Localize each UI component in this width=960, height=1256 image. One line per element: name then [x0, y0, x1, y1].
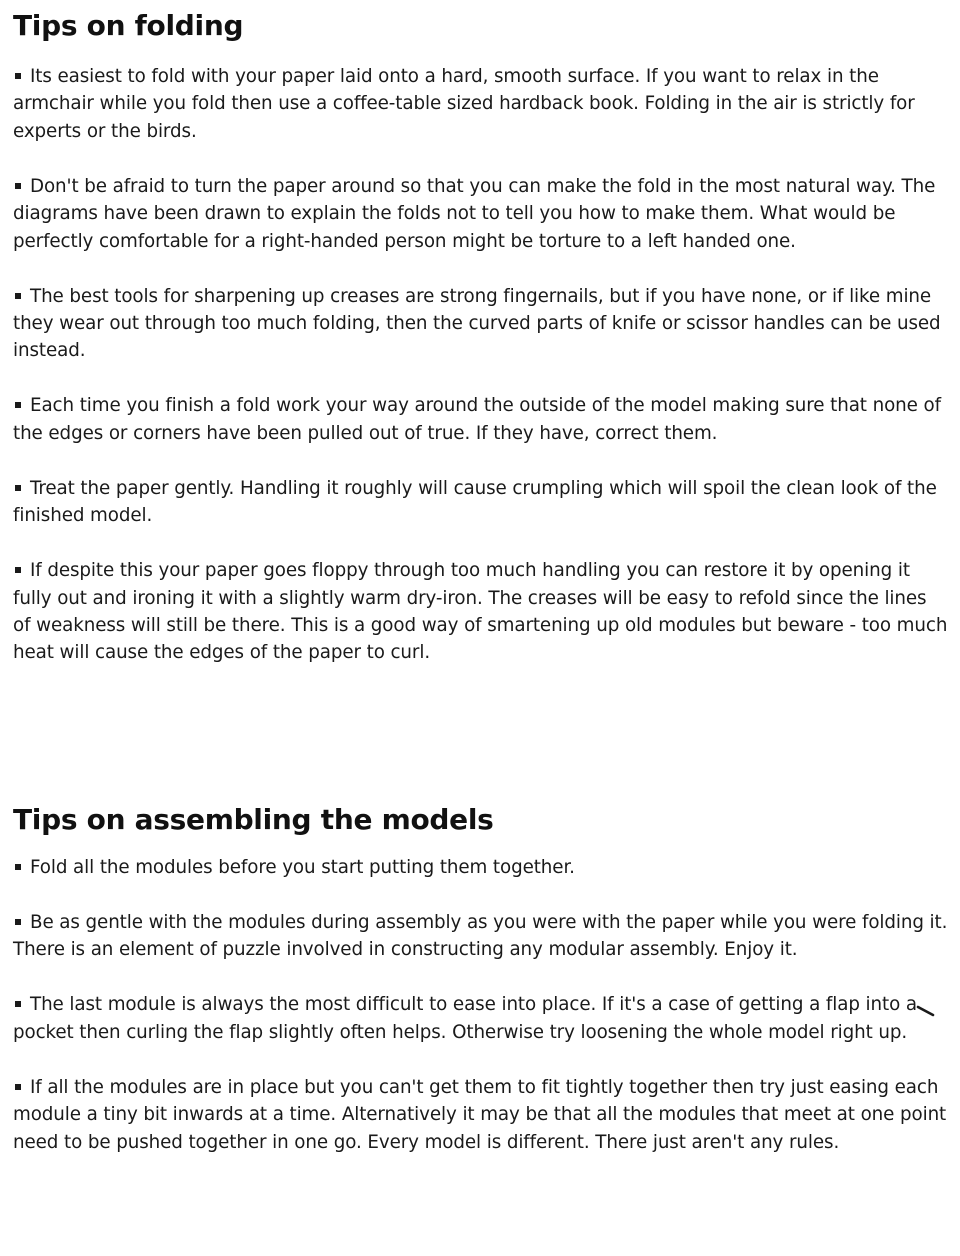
square-bullet-icon: [15, 1001, 21, 1007]
pen-stroke-icon: [916, 1004, 936, 1018]
list-item: [13, 909, 948, 964]
folding-tips-list: [13, 63, 948, 667]
square-bullet-icon: [15, 567, 21, 573]
square-bullet-icon: [15, 293, 21, 299]
tip-text: Treat the paper gently. Handling it roughly will cause crumpling which will spoil the clean look of the finished model.: [13, 477, 937, 527]
square-bullet-icon: [15, 919, 21, 925]
tip-text: Each time you finish a fold work your way around the outside of the model making sure that none of the edges or corners have been pulled out of true. If they have, correct them.: [13, 395, 941, 444]
tip-text: Be as gentle with the modules during assembly as you were with the paper while you were folding it. There is an element of puzzle involved in constructing any modular assembly. Enjoy it.: [13, 912, 948, 961]
list-item: [13, 283, 948, 365]
tip-text: Don't be afraid to turn the paper around so that you can make the fold in the most natural way. The diagrams have been drawn to explain the folds not to tell you how to make them. What would be perfectly comfortable for a right-handed person might be torture to a left handed one.: [13, 175, 936, 252]
list-item: [13, 475, 948, 530]
assembling-tips-heading: Tips on assembling the models: [13, 803, 494, 836]
assembling-tips-list: [13, 854, 948, 1156]
list-item: [13, 1074, 948, 1156]
folding-tips-section: [13, 8, 948, 667]
tip-text: Its easiest to fold with your paper laid onto a hard, smooth surface. If you want to relax in the armchair while you fold then use a coffee-table sized hardback book. Folding in the air is strictly for experts or the birds.: [13, 66, 915, 142]
square-bullet-icon: [15, 183, 21, 189]
tip-text: Fold all the modules before you start putting them together.: [30, 857, 575, 878]
list-item: [13, 392, 948, 447]
tip-text: The best tools for sharpening up creases are strong fingernails, but if you have none, or if like mine they wear out through too much folding, then the curved parts of knife or scissor handles can be used instead.: [13, 285, 941, 362]
list-item: [13, 557, 948, 667]
square-bullet-icon: [15, 73, 21, 79]
tip-text: The last module is always the most difficult to ease into place. If it's a case of getting a flap into a pocket then curling the flap slightly often helps. Otherwise try loosening the whole model right up.: [13, 994, 917, 1043]
list-item: [13, 173, 948, 255]
tip-text: If all the modules are in place but you can't get them to fit tightly together then try just easing each module a tiny bit inwards at a time. Alternatively it may be that all the modules that meet at one point need to be pushed together in one go. Every model is different. There just aren't any rules.: [13, 1076, 947, 1153]
square-bullet-icon: [15, 485, 21, 491]
square-bullet-icon: [15, 402, 21, 408]
tip-text: If despite this your paper goes floppy through too much handling you can restore it by opening it fully out and ironing it with a slightly warm dry-iron. The creases will be easy to refold since the lines of weakness will still be there. This is a good way of smartening up old modules but beware - too much heat will cause the edges of the paper to curl.: [13, 560, 948, 664]
list-item: [13, 854, 948, 881]
list-item: [13, 991, 948, 1046]
square-bullet-icon: [15, 864, 21, 870]
assembling-tips-section: [13, 802, 948, 1156]
square-bullet-icon: [15, 1084, 21, 1090]
list-item: [13, 63, 948, 145]
folding-tips-heading: Tips on folding: [13, 9, 244, 42]
